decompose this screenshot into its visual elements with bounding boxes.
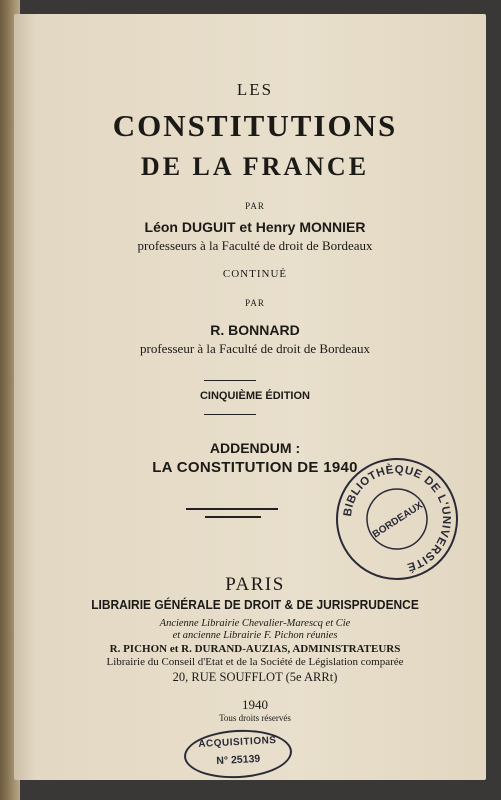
title-line-1: CONSTITUTIONS xyxy=(112,108,398,143)
continuer-name: R. BONNARD xyxy=(210,322,300,338)
publisher-address: 20, RUE SOUFFLOT (5e ARRt) xyxy=(172,670,338,684)
decorative-rule-1 xyxy=(186,508,278,510)
publisher-former-1: Ancienne Librairie Chevalier-Marescq et Cie xyxy=(159,618,351,629)
edition-label: CINQUIÈME ÉDITION xyxy=(199,390,310,402)
addendum-title: LA CONSTITUTION DE 1940 xyxy=(152,459,358,476)
library-stamp-text: BIBLIOTHÈQUE DE L'UNIVERSITÉ xyxy=(341,463,453,573)
publisher-admins: R. PICHON et R. DURAND-AUZIAS, ADMINISTRATEURS xyxy=(109,643,401,655)
library-stamp-inner: BORDEAUX xyxy=(370,500,425,541)
par-label-2: PAR xyxy=(245,298,265,308)
publisher-supplier: Librairie du Conseil d'Etat et de la Société de Législation comparée xyxy=(106,656,404,668)
publisher-former-2: et ancienne Librairie F. Pichon réunies xyxy=(172,630,338,641)
addendum-label: ADDENDUM : xyxy=(209,440,301,456)
acquisitions-label: ACQUISITIONS xyxy=(198,734,277,751)
publisher-city: PARIS xyxy=(225,574,285,595)
continued-label: CONTINUÉ xyxy=(222,268,288,280)
authors-affiliation: professeurs à la Faculté de droit de Bordeaux xyxy=(137,238,373,253)
publication-year: 1940 xyxy=(242,697,268,712)
continuer-affiliation: professeur à la Faculté de droit de Bordeaux xyxy=(140,341,370,356)
authors-names: Léon DUGUIT et Henry MONNIER xyxy=(144,219,366,235)
edition-rule-top xyxy=(204,380,256,381)
library-stamp-ring xyxy=(330,452,463,585)
rights-notice: Tous droits réservés xyxy=(219,713,291,723)
par-label-1: PAR xyxy=(245,201,265,211)
title-line-2: DE LA FRANCE xyxy=(140,152,370,181)
acquisitions-number: N° 25139 xyxy=(216,752,261,768)
publisher-name: LIBRAIRIE GÉNÉRALE DE DROIT & DE JURISPRUDENCE xyxy=(91,597,419,612)
library-stamp xyxy=(328,450,466,588)
decorative-rule-2 xyxy=(205,516,261,518)
title-les: LES xyxy=(236,80,274,99)
edition-rule-bottom xyxy=(204,414,256,415)
